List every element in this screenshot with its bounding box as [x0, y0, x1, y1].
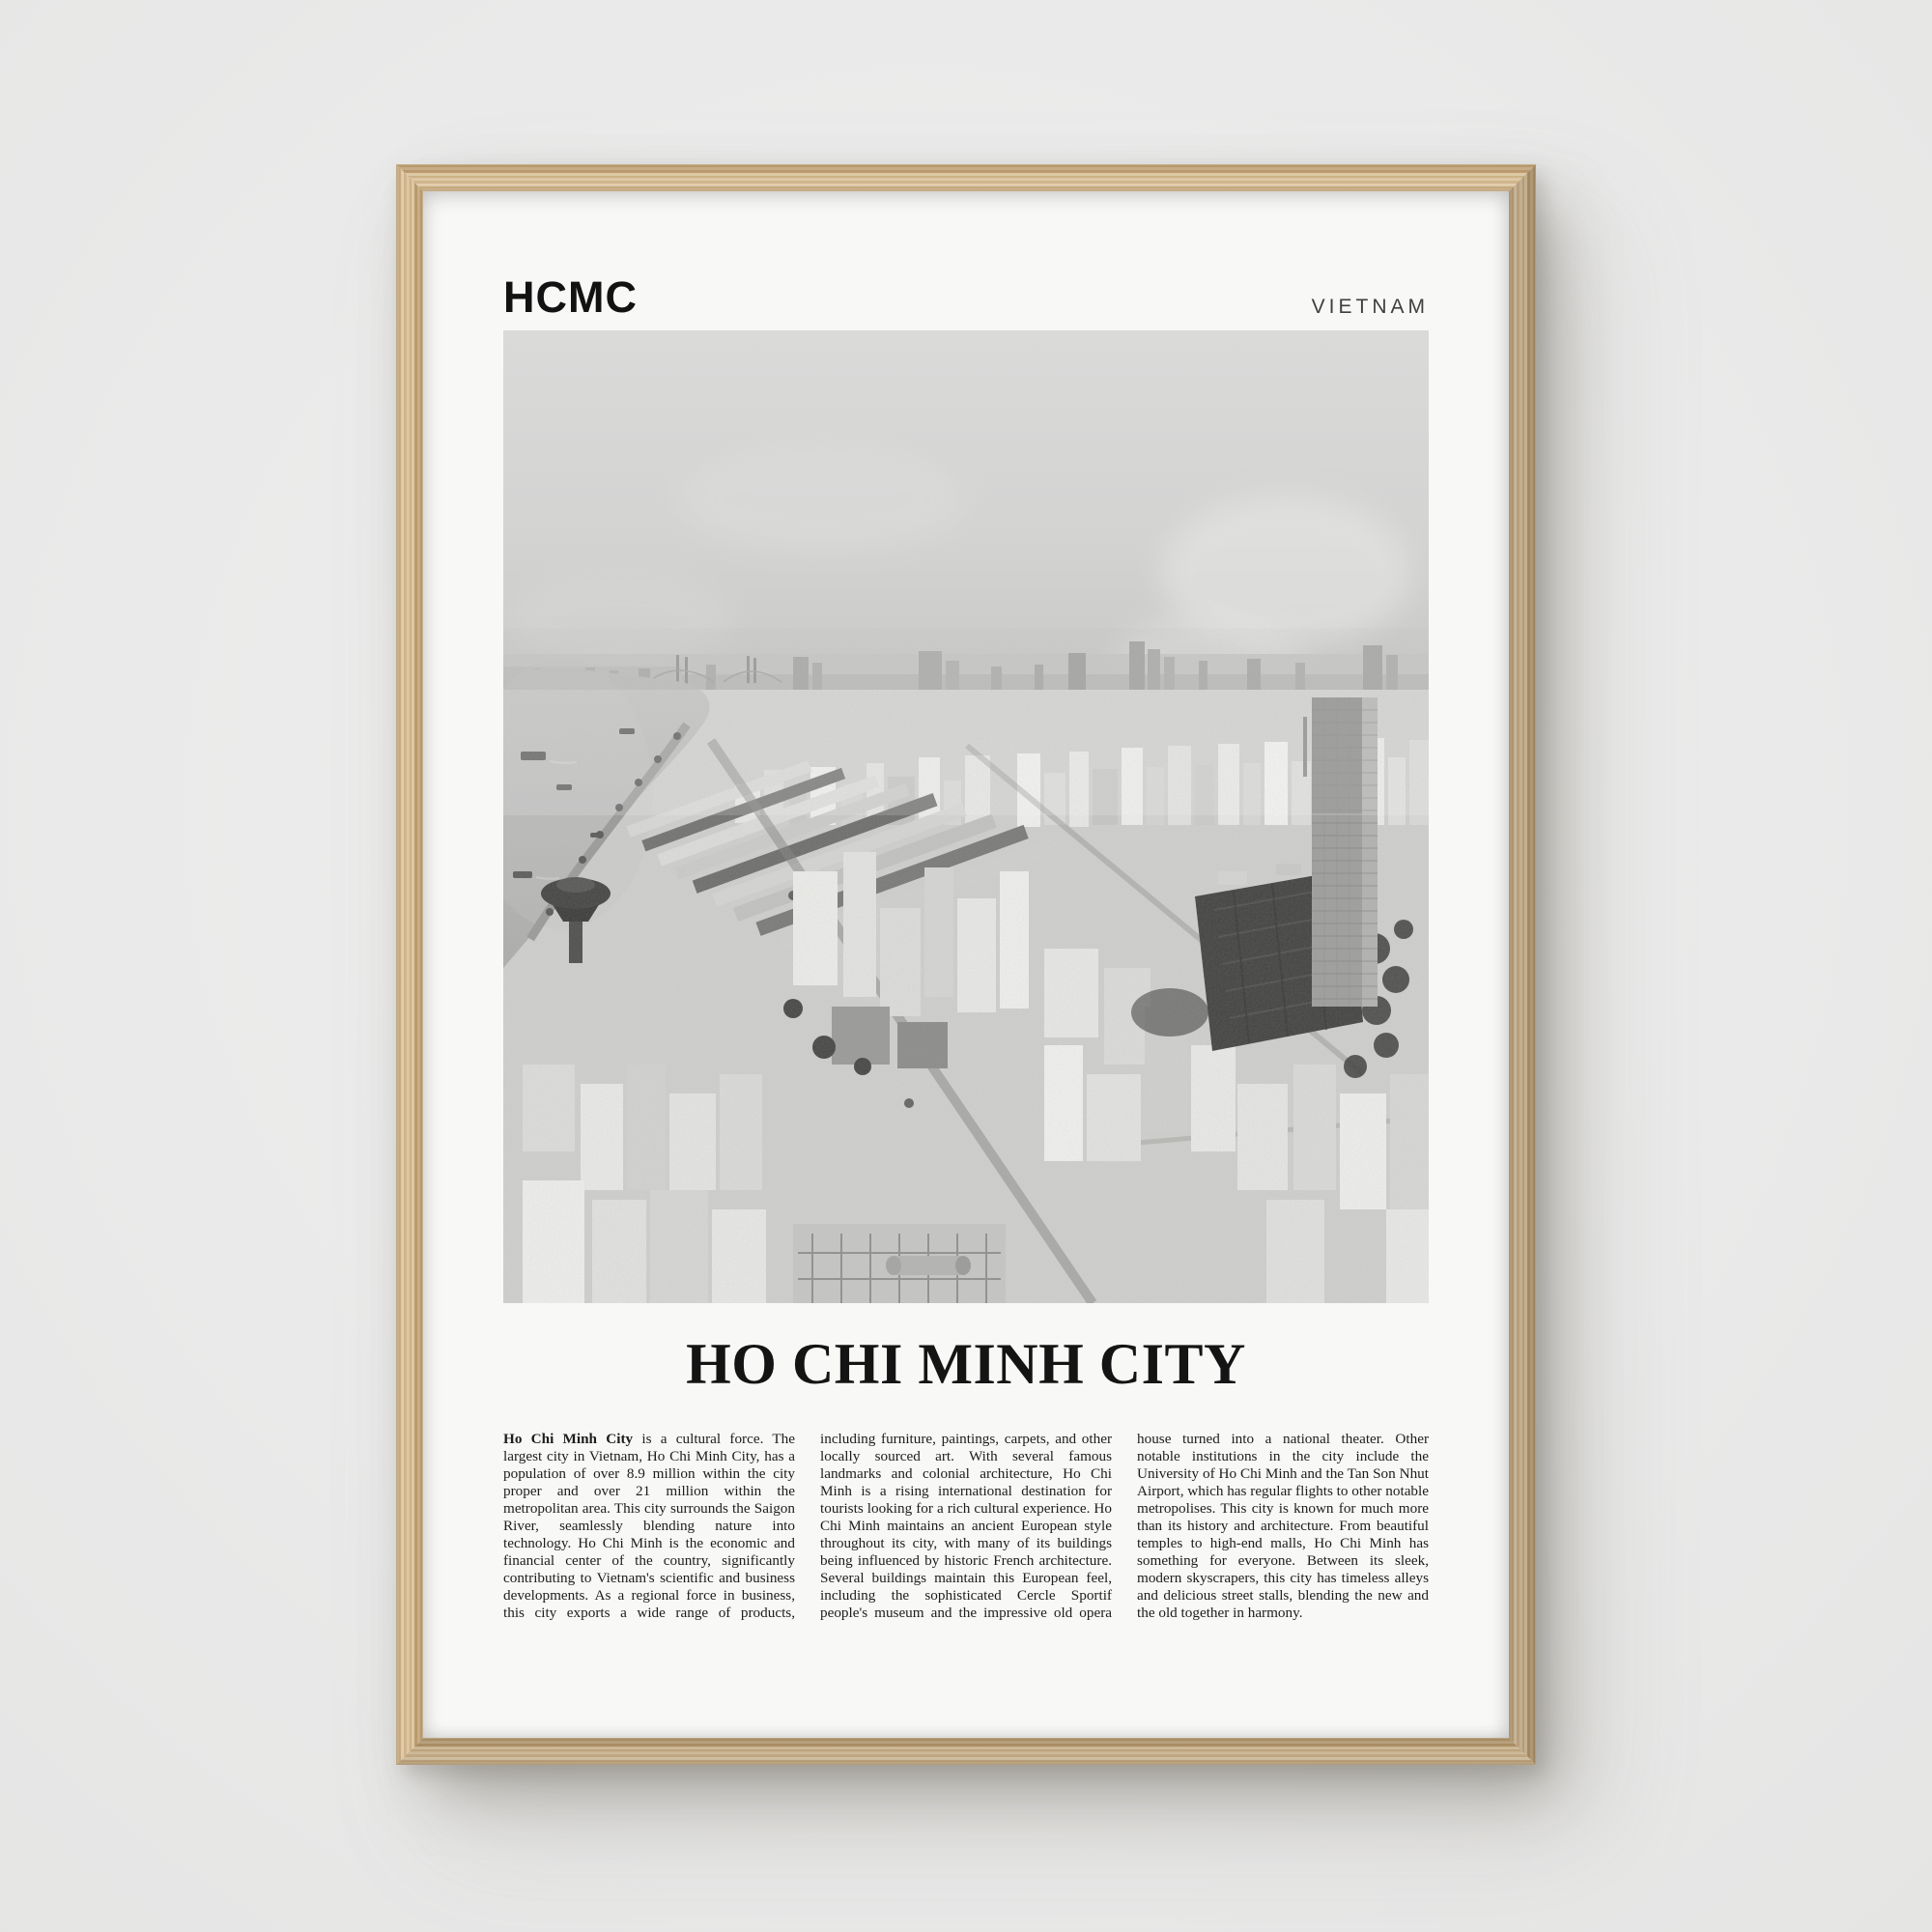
- city-photo: [503, 330, 1429, 1303]
- city-photo-illustration: [503, 330, 1429, 1303]
- country-label: VIETNAM: [1311, 295, 1429, 318]
- frame-bar-top: [396, 164, 1536, 191]
- city-code-label: HCMC: [503, 272, 638, 322]
- picture-frame: [396, 164, 1536, 1765]
- poster: [423, 191, 1509, 1738]
- article-body: is a cultural force. The largest city in Vietnam, Ho Chi Minh City, has a population of over 8.9 million within the city proper and over 21 million within the metropolitan area. This city surrounds the Saigon River, seamlessly blending nature into technology. Ho Chi Minh is the economic and financial center of the country, significantly contributing to Vietnam's scientific and business developments. As a regional force in business, this city exports a wide range of products, including furniture, paintings, carpets, and other locally sourced art. With several famous landmarks and colonial architecture, Ho Chi Minh is a rising international destination for tourists looking for a rich cultural experience. Ho Chi Minh maintains an ancient European style throughout its city, with many of its buildings being influenced by historic French architecture. Several buildings maintain this European feel, including the sophisticated Cercle Sportif people's museum and the impressive old opera house turned into a national theater. Other notable institutions in the city include the University of Ho Chi Minh and the Tan Son Nhut Airport, which has regular flights to other notable metropolises. This city is known for much more than its history and architecture. From beautiful temples to high-end malls, Ho Chi Minh has something for everyone. Between its sleek, modern skyscrapers, this city has timeless alleys and delicious street stalls, blending the new and the old together in harmony.: [503, 1431, 1429, 1621]
- article-text: [503, 1431, 1429, 1622]
- frame-bar-left: [396, 164, 423, 1765]
- photo-grain: [503, 690, 1429, 1303]
- article-lead: Ho Chi Minh City: [503, 1431, 634, 1447]
- poster-header: [503, 191, 1429, 330]
- frame-bar-right: [1509, 164, 1536, 1765]
- poster-title: HO CHI MINH CITY: [686, 1332, 1246, 1396]
- frame-bar-bottom: [396, 1738, 1536, 1765]
